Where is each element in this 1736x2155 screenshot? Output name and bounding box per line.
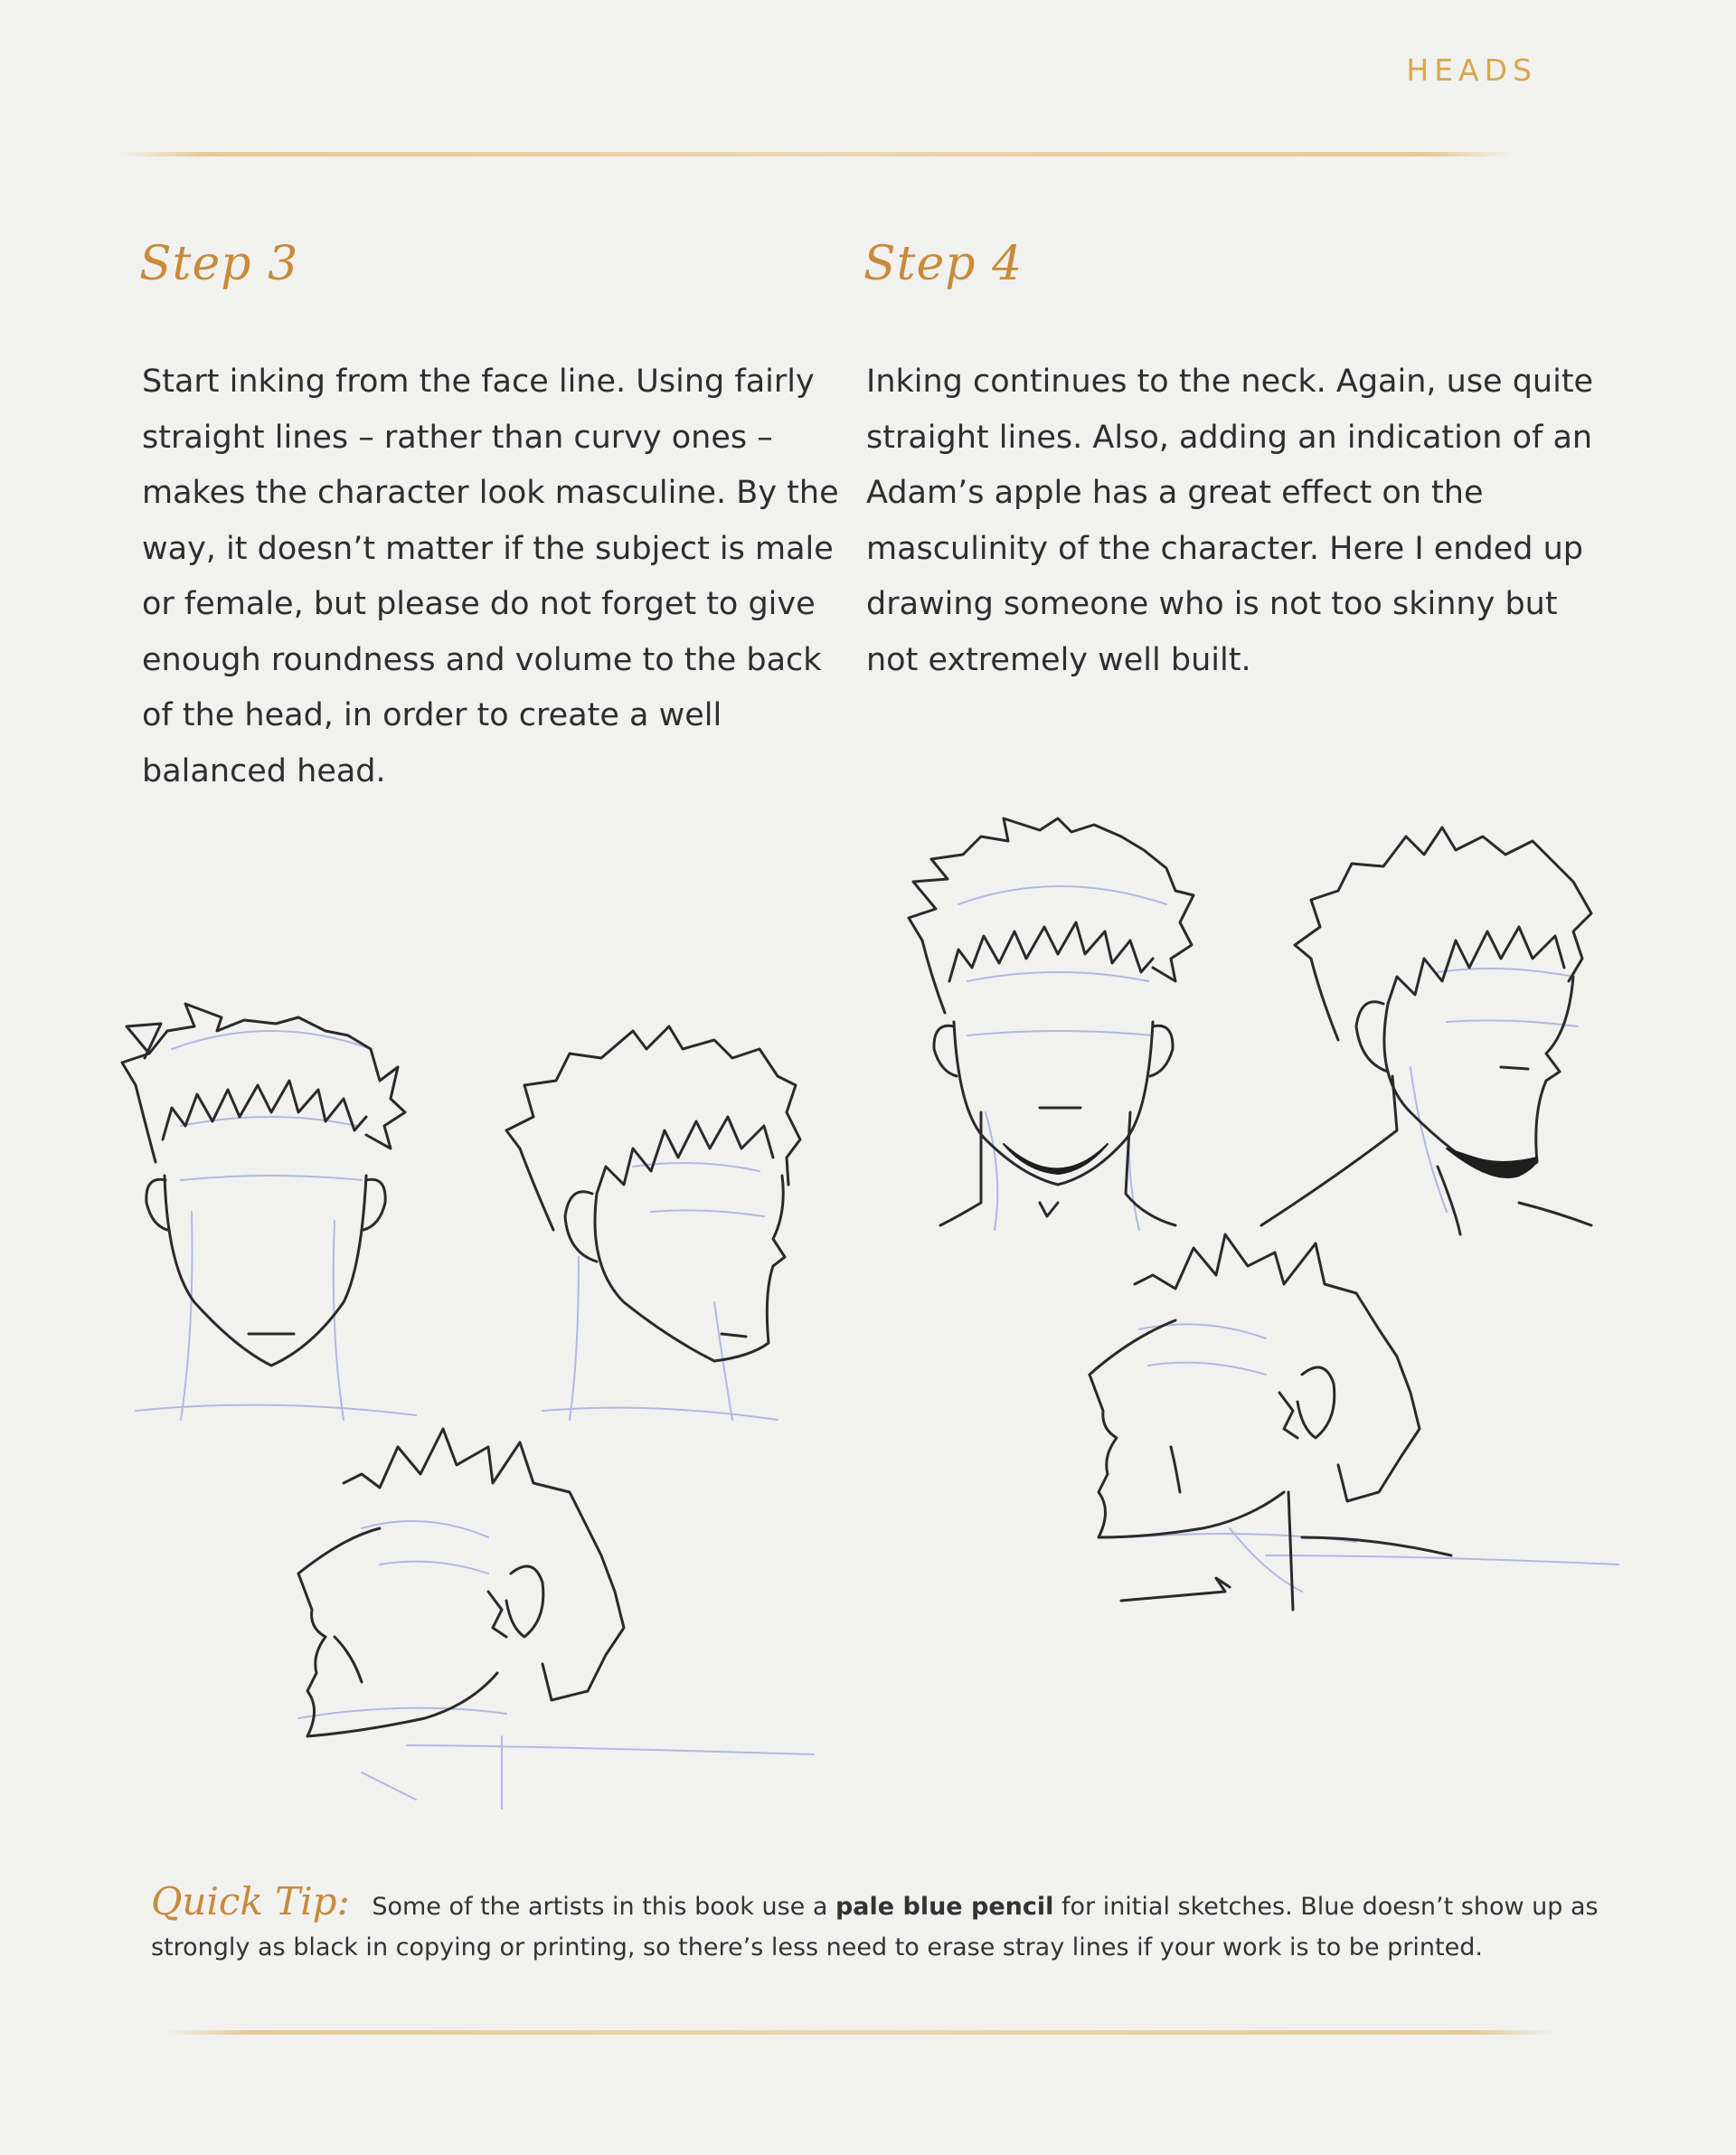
- step-3-line: or female, but please do not forget to give: [142, 586, 816, 622]
- quick-tip-second-line: strongly as black in copying or printing, so there’s less need to erase stray lines if your work is to be printed.: [151, 1933, 1483, 1961]
- running-head: HEADS: [1406, 52, 1537, 88]
- step-4-line: drawing someone who is not too skinny but: [866, 586, 1558, 622]
- step-4-line: not extremely well built.: [866, 641, 1251, 678]
- step-3-upturned-head-sketch: [298, 1429, 814, 1809]
- step-3-line: enough roundness and volume to the back: [142, 641, 822, 678]
- step-4-line: straight lines. Also, adding an indication of an: [866, 419, 1593, 456]
- step-4-line: Adam’s apple has a great effect on the: [866, 475, 1484, 511]
- quick-tip-text-end: for initial sketches. Blue doesn’t show up as: [1061, 1893, 1599, 1921]
- step-4-line: masculinity of the character. Here I ended up: [866, 530, 1583, 567]
- step-3-heading: Step 3: [139, 237, 299, 291]
- step-4-line: Inking continues to the neck. Again, use quite: [866, 364, 1594, 400]
- quick-tip-emphasis: pale blue pencil: [835, 1893, 1054, 1921]
- bottom-divider: [165, 2030, 1557, 2035]
- step-3-line: way, it doesn’t matter if the subject is male: [142, 530, 834, 567]
- step-3-line: balanced head.: [142, 752, 386, 789]
- quick-tip-text-start: Some of the artists in this book use a: [372, 1893, 828, 1921]
- step-4-upturned-head-sketch: [1090, 1234, 1618, 1610]
- step-3-line: straight lines – rather than curvy ones –: [142, 419, 773, 456]
- quick-tip-first-line: [151, 1879, 1599, 1927]
- quick-tip-label: Quick Tip:: [151, 1879, 350, 1923]
- step-3-line: Start inking from the face line. Using fairly: [142, 364, 815, 400]
- step-4-heading: Step 4: [863, 237, 1024, 291]
- step-3-line: of the head, in order to create a well: [142, 697, 722, 733]
- step-4-front-head-sketch: [909, 818, 1194, 1230]
- step-3-front-head-sketch: [122, 1004, 416, 1420]
- quick-tip: [151, 1879, 1599, 1968]
- step-3-line: makes the character look masculine. By the: [142, 475, 839, 511]
- step-4-three-quarter-head-sketch: [1261, 827, 1591, 1234]
- step-3-three-quarter-head-sketch: [506, 1026, 800, 1420]
